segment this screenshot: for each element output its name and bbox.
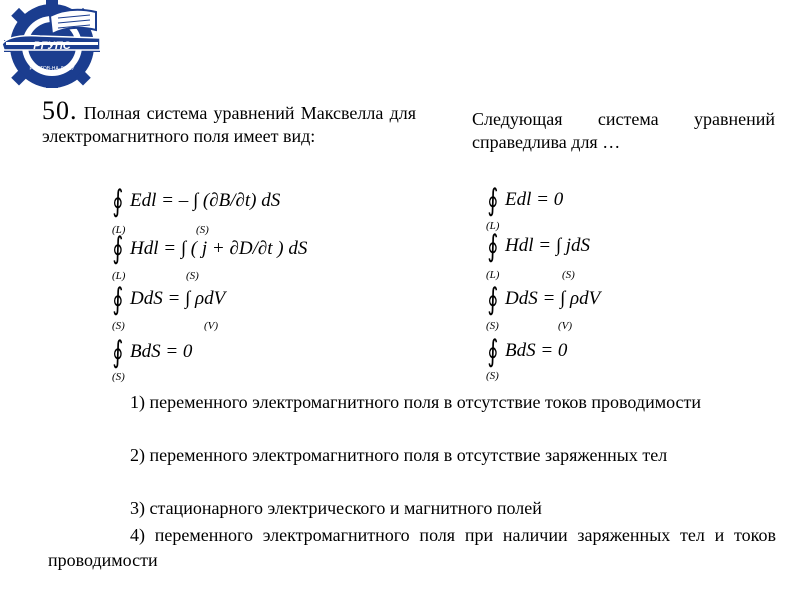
right-eq-3: DdS = ∫ ρdV (505, 288, 601, 309)
right-eq-1: Edl = 0 (505, 189, 564, 210)
logo-ring-text: РОСТОВ-НА-ДОНУ (29, 66, 75, 72)
right-eq-4: BdS = 0 (505, 340, 568, 361)
answer-option-1[interactable]: 1) переменного электромагнитного поля в отсутствие токов проводимости (130, 392, 702, 412)
left-eq-1: Edl = – ∫ (∂B/∂t) dS (130, 190, 281, 211)
left-eq-2: Hdl = ∫ ( j + ∂D/∂t ) dS (130, 238, 308, 259)
answer-option-3[interactable]: 3) стационарного электрического и магнитного полей (130, 498, 542, 518)
question-right-text: Следующая система уравнений справедлива для … (472, 109, 775, 152)
question-left-text (42, 96, 416, 148)
logo-text: РГУПС (33, 40, 71, 52)
left-eq-4: BdS = 0 (130, 341, 193, 362)
answer-option-4[interactable]: 4) переменного электромагнитного поля при наличии заряженных тел и токов проводимости (48, 525, 776, 570)
right-eq-2: Hdl = ∫ jdS (505, 235, 591, 256)
university-logo (0, 0, 104, 88)
question-number: 50. (42, 96, 78, 125)
left-eq-3: DdS = ∫ ρdV (130, 288, 226, 309)
question-left-body: Полная система уравнений Максвелла для электромагнитного поля имеет вид: (42, 103, 416, 146)
answer-option-2[interactable]: 2) переменного электромагнитного поля в отсутствие заряженных тел (130, 445, 668, 465)
